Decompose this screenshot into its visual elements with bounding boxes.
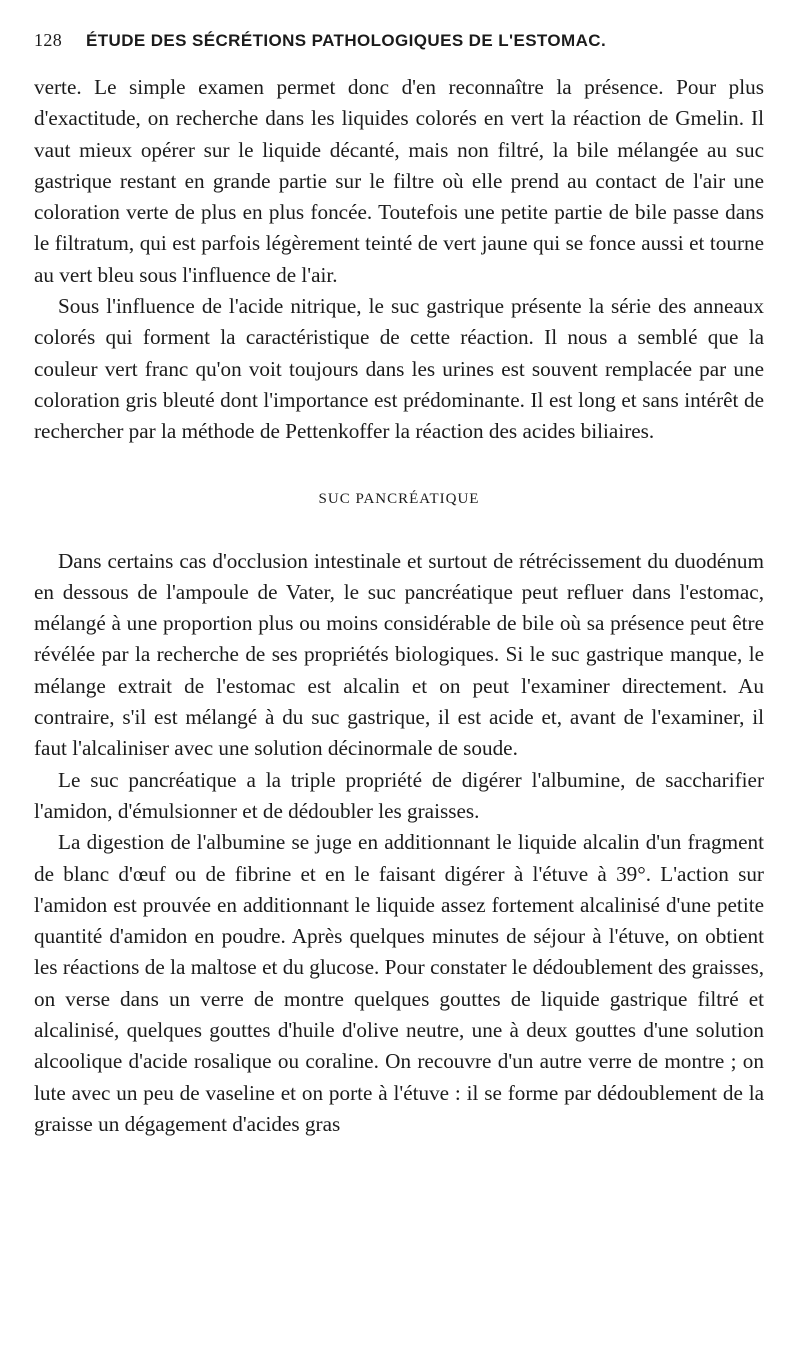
running-header: [34, 30, 764, 64]
body-text: [34, 72, 764, 1140]
page-number: 128: [34, 30, 63, 50]
paragraph-digestion-tests: La digestion de l'albumine se juge en additionnant le liquide alcalin d'un fragment de blanc d'œuf ou de fibrine et en le faisant digérer à l'étuve à 39°. L'action sur l'amidon est prouvée en additionnant le liquide assez fortement alcalinisé d'une petite quantité d'amidon en poudre. Après quelques minutes de séjour à l'étuve, on obtient les réactions de la maltose et du glucose. Pour constater le dédoublement des graisses, on verse dans un verre de montre quelques gouttes de liquide gastrique filtré et alcalinisé, quelques gouttes d'huile d'olive neutre, une à deux gouttes d'une solution alcoolique d'acide rosalique ou coraline. On recouvre d'un autre verre de montre ; on lute avec un peu de vaseline et on porte à l'étuve : il se forme par dédoublement de la graisse un dégagement d'acides gras: [34, 830, 764, 1136]
paragraph-nitric-acid: Sous l'influence de l'acide nitrique, le suc gastrique présente la série des anneaux colorés qui forment la caractéristique de cette réaction. Il nous a semblé que la couleur vert franc qu'on voit toujours dans les urines est souvent remplacée par une coloration gris bleuté dont l'importance est prédominante. Il est long et sans intérêt de rechercher par la méthode de Pettenkoffer la réaction des acides biliaires.: [34, 294, 764, 444]
running-title: ÉTUDE DES SÉCRÉTIONS PATHOLOGIQUES DE L'ESTOMAC.: [86, 31, 607, 50]
section-heading: SUC PANCRÉATIQUE: [318, 490, 480, 507]
paragraph-bile-presence: verte. Le simple examen permet donc d'en reconnaître la présence. Pour plus d'exactitude, on recherche dans les liquides colorés en vert la réaction de Gmelin. Il vaut mieux opérer sur le liquide décanté, mais non filtré, la bile mélangée au suc gastrique restant en grande partie sur le filtre où elle prend au contact de l'air une coloration verte de plus en plus foncée. Toutefois une petite partie de bile passe dans le filtratum, qui est parfois légèrement teinté de vert jaune qui se fonce aussi et tourne au vert bleu sous l'influence de l'air.: [34, 75, 764, 287]
paragraph-triple-property: Le suc pancréatique a la triple propriété de digérer l'albumine, de saccharifier l'amidon, d'émulsionner et de dédoubler les graisses.: [34, 767, 764, 823]
paragraph-intestinal-occlusion: Dans certains cas d'occlusion intestinale et surtout de rétrécissement du duodénum en dessous de l'ampoule de Vater, le suc pancréatique peut refluer dans l'estomac, mélangé à une proportion plus ou moins considérable de bile où sa présence peut être révélée par la recherche de ses propriétés biologiques. Si le suc gastrique manque, le mélange extrait de l'estomac est alcalin et on peut l'examiner directement. Au contraire, s'il est mélangé à du suc gastrique, il est acide et, avant de l'examiner, il faut l'alcaliniser avec une solution décinormale de soude.: [34, 548, 764, 761]
